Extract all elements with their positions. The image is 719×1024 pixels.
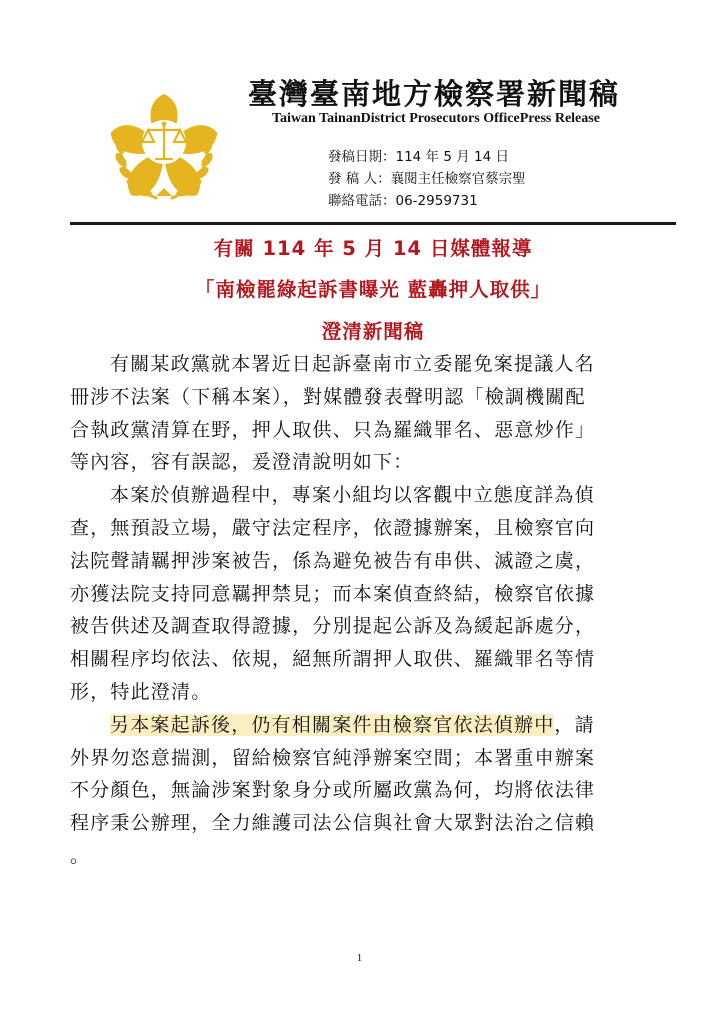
paragraph-1-line: 合執政黨清算在野，押人取供、只為羅織罪名、惡意炒作」 (70, 418, 596, 441)
paragraph-3-first-line-rest: ，請 (554, 713, 595, 736)
paragraph-2-line: 相關程序均依法、依規，絕無所謂押人取供、羅織罪名等情 (70, 648, 596, 671)
paragraph-3-line: 外界勿恣意揣測，留給檢察官純淨辦案空間；本署重申辦案 (70, 746, 596, 769)
press-release-title: 臺灣臺南地方檢察署新聞稿 (248, 77, 621, 111)
paragraph-2-line: 本案於偵辦過程中，專案小組均以客觀中立態度詳為偵 (110, 484, 595, 507)
prosecutors-office-emblem-icon (94, 84, 234, 214)
release-date: 發稿日期：114 年 5 月 14 日 (328, 149, 509, 165)
release-body (70, 348, 678, 873)
header-divider (70, 222, 676, 225)
paragraph-2-line: 法院聲請羈押涉案被告，係為避免被告有串供、滅證之虞， (70, 549, 596, 572)
page-number: 1 (356, 952, 363, 964)
heading-line-2: 「南檢罷綠起訴書曝光 藍轟押人取供」 (194, 278, 552, 301)
contact-phone: 聯絡電話：06-2959731 (328, 193, 478, 209)
heading-line-3: 澄清新聞稿 (321, 320, 425, 343)
paragraph-2-line: 查，無預設立場，嚴守法定程序，依證據辦案，且檢察官向 (70, 516, 596, 539)
paragraph-1-line: 冊涉不法案（下稱本案），對媒體發表聲明認「檢調機關配 (70, 385, 586, 408)
paragraph-1-line: 等內容，容有誤認，爰澄清說明如下： (70, 451, 414, 474)
paragraph-3-line: 程序秉公辦理，全力維護司法公信與社會大眾對法治之信賴 (70, 812, 596, 835)
paragraph-2-line: 被告供述及調查取得證據，分別提起公訴及為緩起訴處分， (70, 615, 596, 638)
paragraph-3-first-line (70, 709, 678, 742)
release-issuer: 發 稿 人：襄閱主任檢察官蔡宗聖 (328, 171, 526, 187)
press-release-title-english: Taiwan TainanDistrict Prosecutors OfficePress Release (272, 111, 600, 126)
paragraph-3-line: 不分顏色，無論涉案對象身分或所屬政黨為何，均將依法律 (70, 779, 596, 802)
paragraph-2-line: 亦獲法院支持同意羈押禁見；而本案偵查終結，檢察官依據 (70, 582, 596, 605)
release-meta (328, 146, 658, 212)
paragraph-1-line: 有關某政黨就本署近日起訴臺南市立委罷免案提議人名 (110, 353, 595, 375)
paragraph-3-line: 。 (70, 844, 91, 867)
highlighted-text: 另本案起訴後，仍有相關案件由檢察官依法偵辦中 (110, 713, 555, 736)
heading-line-1: 有關 114 年 5 月 14 日媒體報導 (213, 237, 533, 260)
paragraph-2-line: 形，特此澄清。 (70, 680, 212, 703)
